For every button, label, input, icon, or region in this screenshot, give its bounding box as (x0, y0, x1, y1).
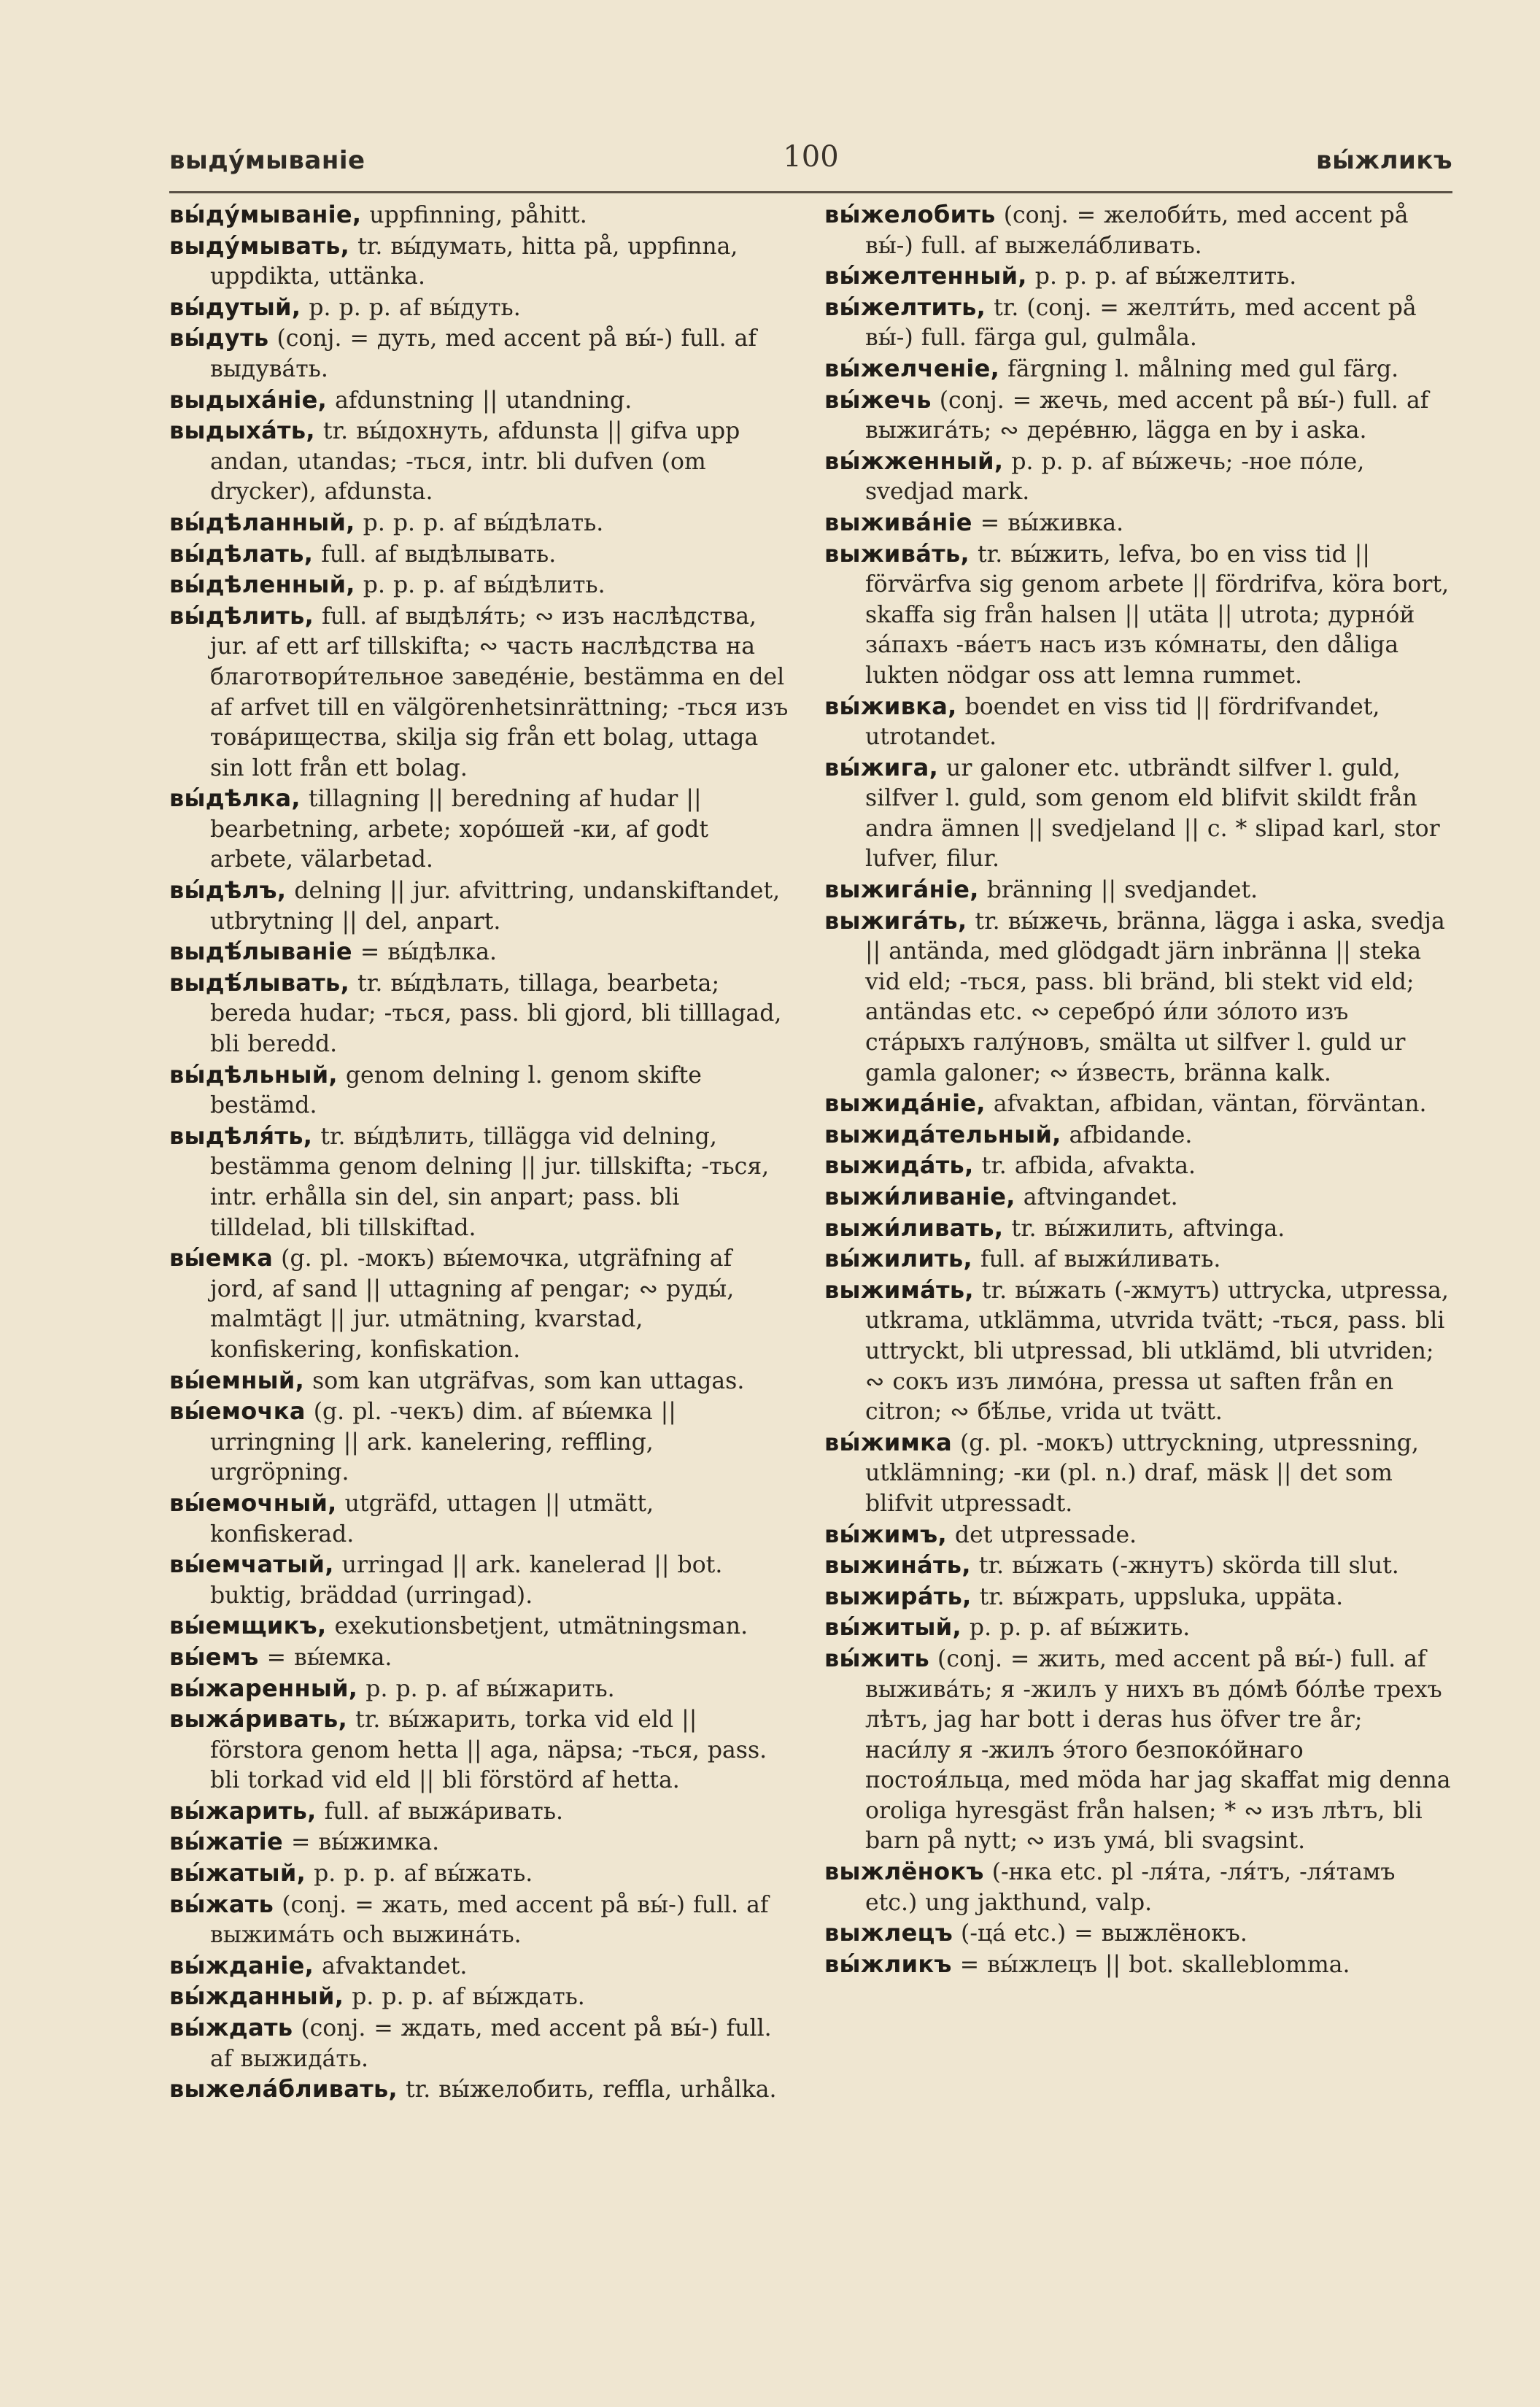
dictionary-entry (169, 1060, 789, 1121)
entry-headword: вы́жатіе (169, 1828, 283, 1856)
entry-headword: выжи́ливаніе, (824, 1183, 1015, 1210)
entry-definition: p. p. p. af вы́дѣлить. (355, 572, 605, 599)
dictionary-entry (169, 937, 789, 968)
dictionary-entry (169, 1121, 789, 1243)
entry-headword: вы́емный, (169, 1366, 305, 1394)
entry-headword: вы́жданный, (169, 1982, 344, 2011)
dictionary-entry (169, 601, 789, 784)
entry-definition: det utpressade. (946, 1521, 1137, 1548)
entry-definition: full. af выдѣлывать. (313, 541, 557, 568)
entry-definition: p. p. p. af вы́жить. (961, 1615, 1191, 1642)
entry-headword: вы́дѣльный, (169, 1060, 338, 1089)
entry-definition: = вы́живка. (972, 509, 1124, 536)
entry-definition: tr. вы́жарить, torka vid eld || förstora genom hetta || aga, näpsa; -ться, pass. bli torkad vid eld || bli förstörd af hetta. (210, 1707, 767, 1794)
dictionary-entry (169, 2013, 789, 2074)
dictionary-entry (169, 968, 789, 1060)
entry-definition: full. af выдѣля́ть; ∾ изъ наслѣдства, jur. af ett arf tillskifta; ∾ часть наслѣдства на благотвори́тельное заведе́ніе, bestämma en del af arfvet till en välgörenhetsinrättning; -ться изъ това́рищества, skilja sig från ett bolag, uttaga sin lott från ett bolag. (210, 603, 789, 781)
entry-headword: выжина́ть, (824, 1551, 971, 1580)
entry-definition: (conj. = желоби́ть, med accent på вы́-) full. af выжела́бливать. (865, 202, 1409, 259)
entry-definition: som kan utgräfvas, som kan uttagas. (304, 1367, 745, 1394)
entry-headword: вы́емчатый, (169, 1550, 334, 1579)
right-column (824, 200, 1453, 1980)
dictionary-entry (824, 1275, 1453, 1428)
entry-headword: вы́дѣлить, (169, 601, 314, 630)
entry-headword: вы́жатый, (169, 1859, 306, 1888)
entry-headword: вы́жилить, (824, 1245, 972, 1273)
entry-definition: boendet en viss tid || fördrifvandet, utrotandet. (865, 693, 1380, 751)
entry-definition: (conj. = жать, med accent på вы́-) full. af выжима́ть och выжина́ть. (210, 1891, 769, 1949)
entry-headword: выдѣ́лывать, (169, 968, 350, 997)
entry-definition: (-ца́ etc.) = выжлёнокъ. (953, 1920, 1247, 1947)
entry-definition: p. p. p. af вы́желтить. (1026, 263, 1297, 290)
entry-definition: afbidande. (1061, 1121, 1193, 1148)
entry-headword: вы́желтить, (824, 293, 986, 321)
entry-definition: (g. pl. -мокъ) вы́емочка, utgräfning af jord, af sand || uttagning af pengar; ∾ руды́, malmtägt || jur. utmätning, kvarstad, konfiskering, konfiskation. (210, 1245, 735, 1363)
dictionary-entry (169, 508, 789, 539)
entry-headword: вы́емка (169, 1244, 274, 1272)
entry-headword: вы́дуть (169, 324, 269, 352)
header-left-guide-word: выду́мываніе (169, 146, 365, 175)
entry-definition: tr. вы́думать, hitta på, uppfinna, uppdikta, uttänka. (210, 233, 738, 290)
entry-headword: выжлёнокъ (824, 1858, 984, 1886)
entry-headword: вы́жженный, (824, 447, 1004, 475)
entry-definition: urringad || ark. kanelerad || bot. buktig, bräddad (urringad). (210, 1552, 723, 1609)
dictionary-entry (824, 261, 1453, 293)
entry-headword: выжима́ть, (824, 1275, 974, 1304)
entry-definition: tr. вы́жрать, uppsluka, uppäta. (971, 1583, 1344, 1610)
entry-definition: tr. вы́дѣлать, tillaga, bearbeta; bereda hudar; -ться, pass. bli gjord, bli tilllagad, bli beredd. (210, 970, 782, 1058)
dictionary-entry (169, 1674, 789, 1705)
dictionary-entry (824, 1520, 1453, 1551)
entry-headword: вы́желтенный, (824, 262, 1027, 290)
entry-definition: uppfinning, påhitt. (361, 202, 587, 228)
dictionary-entry (169, 1982, 789, 2013)
dictionary-entry (169, 1366, 789, 1397)
dictionary-entry (824, 1120, 1453, 1151)
entry-definition: (conj. = жить, med accent på вы́-) full. af выжива́ть; я -жилъ у нихъ въ до́мѣ бо́лѣе трехъ лѣтъ, jag har bott i deras hus öfver tre år; наси́лу я -жилъ э́того безпоко́йнаго постоя́льца, med möda har jag skaffat mig denna oroliga hyresgäst från halsen; * ∾ изъ лѣтъ, bli barn på nytt; ∾ изъ ума́, bli svagsint. (865, 1645, 1451, 1855)
dictionary-entry (169, 200, 789, 231)
dictionary-entry (824, 1213, 1453, 1245)
entry-definition: afvaktan, afbidan, väntan, förväntan. (985, 1091, 1427, 1118)
entry-headword: вы́дутый, (169, 293, 301, 321)
entry-definition: afvaktandet. (314, 1952, 468, 1979)
entry-definition: ur galoner etc. utbrändt silfver l. guld, silfver l. guld, som genom eld blifvit skildt från andra ämnen || svedjeland || c. * slipad karl, stor lufver, filur. (865, 754, 1440, 873)
entry-definition: = вы́дѣлка. (352, 939, 497, 966)
entry-headword: вы́жечь (824, 385, 932, 414)
entry-definition: (g. pl. -чекъ) dim. af вы́емка || urringning || ark. kanelering, reffling, urgröpning. (210, 1399, 676, 1486)
dictionary-entry (824, 1582, 1453, 1613)
entry-definition: utgräfd, uttagen || utmätt, konfiskerad. (210, 1490, 654, 1548)
dictionary-entry (824, 1244, 1453, 1275)
entry-headword: вы́жаренный, (169, 1674, 358, 1702)
entry-definition: genom delning l. genom skifte bestämd. (210, 1062, 702, 1119)
dictionary-entry (169, 1642, 789, 1674)
entry-definition: p. p. p. af вы́дуть. (301, 294, 521, 321)
dictionary-entry (169, 1890, 789, 1951)
dictionary-entry (169, 1951, 789, 1982)
dictionary-entry (169, 1488, 789, 1550)
entry-headword: вы́жить (824, 1644, 930, 1672)
entry-definition: färgning l. målning med gul färg. (999, 355, 1399, 382)
entry-headword: выдыха́ніе, (169, 385, 328, 414)
dictionary-entry (169, 1243, 789, 1365)
entry-headword: вы́житый, (824, 1613, 961, 1642)
entry-definition: afdunstning || utandning. (327, 387, 632, 414)
dictionary-entry (169, 293, 789, 324)
dictionary-entry (169, 323, 789, 385)
entry-headword: вы́желченіе, (824, 354, 1000, 382)
entry-headword: вы́жать (169, 1890, 274, 1918)
entry-definition: p. p. p. af вы́дѣлать. (355, 509, 604, 536)
entry-headword: вы́жликъ (824, 1950, 952, 1978)
entry-headword: выжига́ть, (824, 906, 967, 935)
dictionary-entry (169, 1827, 789, 1858)
entry-definition: tr. вы́жечь, bränna, lägga i aska, svedja || antända, med glödgadt järn inbränna || steka vid eld; -ться, pass. bli bränd, bli stekt vid eld; antändas etc. ∾ серебро́ и́ли зо́лото изъ ста́рыхъ галу́новъ, smälta ut silfver l. guld ur gamla galoner; ∾ и́звесть, bränna kalk. (865, 908, 1445, 1086)
dictionary-entry (169, 876, 789, 937)
entry-headword: вы́дѣленный, (169, 571, 355, 599)
entry-definition: tr. вы́дѣлить, tillägga vid delning, bestämma genom delning || jur. tillskifta; -ться, intr. erhålla sin del, sin anpart; pass. bli tilldelad, bli tillskiftad. (210, 1123, 770, 1241)
dictionary-entry (824, 1151, 1453, 1182)
entry-definition: tr. (conj. = желти́ть, med accent på вы́-) full. färga gul, gulmåla. (865, 294, 1417, 352)
header-right-guide-word: вы́жликъ (1316, 146, 1452, 175)
entry-headword: вы́дѣлка, (169, 784, 301, 813)
entry-headword: выжива́ніе (824, 508, 972, 536)
entry-definition: tr. вы́жать (-жнутъ) skörda till slut. (970, 1553, 1399, 1580)
entry-definition: full. af выжа́ривать. (316, 1798, 564, 1825)
entry-headword: вы́жарить, (169, 1796, 317, 1825)
dictionary-entry (824, 1612, 1453, 1644)
dictionary-entry (169, 570, 789, 601)
entry-definition: bränning || svedjandet. (978, 877, 1258, 904)
dictionary-entry (824, 539, 1453, 692)
entry-headword: вы́дѣлать, (169, 539, 314, 568)
entry-headword: вы́жданіе, (169, 1951, 314, 1979)
entry-headword: вы́жимъ, (824, 1520, 947, 1548)
page-header (169, 136, 1452, 187)
entry-headword: выжида́ніе, (824, 1089, 986, 1118)
entry-definition: exekutionsbetjent, utmätningsman. (326, 1613, 748, 1640)
entry-definition: = вы́емка. (258, 1644, 392, 1671)
entry-definition: = вы́жимка. (282, 1829, 440, 1856)
dictionary-entry (169, 1796, 789, 1828)
dictionary-entry (824, 1950, 1453, 1981)
dictionary-entry (824, 1550, 1453, 1582)
entry-headword: выдыха́ть, (169, 417, 315, 445)
entry-definition: (g. pl. -мокъ) uttryckning, utpressning, utklämning; -ки (pl. n.) draf, mäsk || det som blifvit utpressadt. (865, 1429, 1419, 1517)
dictionary-entry (824, 447, 1453, 508)
dictionary-entry (169, 2074, 789, 2106)
dictionary-entry (169, 1704, 789, 1796)
left-column (169, 200, 789, 2106)
dictionary-entry (169, 385, 789, 417)
entry-headword: выжида́тельный, (824, 1120, 1061, 1148)
entry-headword: выду́мывать, (169, 231, 350, 260)
entry-definition: delning || jur. afvittring, undanskiftandet, utbrytning || del, anpart. (210, 878, 781, 935)
entry-headword: вы́ждать (169, 2014, 293, 2042)
entry-headword: вы́емщикъ, (169, 1612, 327, 1640)
entry-headword: выжира́ть, (824, 1582, 972, 1610)
dictionary-entry (824, 1428, 1453, 1520)
dictionary-entry (824, 354, 1453, 385)
entry-definition: tr. вы́жить, lefva, bo en viss tid || förvärfva sig genom arbete || fördrifva, köra bort, skaffa sig från halsen || utäta || utrota; дурно́й за́пахъ -ва́етъ насъ изъ ко́мнаты, den dåliga lukten nödgar oss att lemna rummet. (865, 541, 1450, 689)
entry-headword: вы́жимка (824, 1428, 953, 1456)
dictionary-entry (824, 200, 1453, 261)
header-rule (169, 191, 1452, 193)
entry-definition: (conj. = ждать, med accent på вы́-) full. af выжида́ть. (210, 2015, 772, 2072)
entry-definition: full. af выжи́ливать. (972, 1246, 1221, 1273)
entry-definition: p. p. p. af вы́жарить. (357, 1675, 615, 1702)
dictionary-entry (824, 692, 1453, 753)
entry-headword: выжига́ніе, (824, 876, 979, 904)
entry-definition: p. p. p. af вы́жать. (306, 1861, 533, 1888)
dictionary-entry (824, 1182, 1453, 1213)
entry-definition: tr. вы́жать (-жмутъ) uttrycka, utpressa, utkrama, utklämma, utvrida tvätt; -ться, pass. bli uttryckt, bli utpressad, bli utklämd, bli utvriden; ∾ сокъ изъ лимо́на, pressa ut saften från en citron; ∾ бѣ́лье, vrida ut tvätt. (865, 1277, 1449, 1426)
entry-definition: tillagning || beredning af hudar || bearbetning, arbete; хоро́шей -ки, af godt arbete, välarbetad. (210, 786, 709, 873)
dictionary-entry (169, 1858, 789, 1890)
entry-definition: = вы́жлецъ || bot. skalleblomma. (951, 1951, 1350, 1978)
dictionary-entry (169, 1396, 789, 1488)
entry-definition: tr. вы́дохнуть, afdunsta || gifva upp andan, utandas; -ться, intr. bli dufven (om drycker), afdunsta. (210, 418, 740, 506)
dictionary-entry (824, 293, 1453, 354)
dictionary-entry (824, 1089, 1453, 1120)
entry-headword: выжида́ть, (824, 1151, 974, 1180)
dictionary-entry (169, 1611, 789, 1642)
dictionary-entry (824, 875, 1453, 906)
dictionary-entry (824, 508, 1453, 539)
dictionary-entry (169, 1550, 789, 1611)
entry-headword: вы́дѣланный, (169, 508, 355, 536)
dictionary-entry (169, 416, 789, 508)
entry-definition: tr. вы́жилить, aftvinga. (1003, 1215, 1285, 1242)
entry-headword: вы́емъ (169, 1642, 259, 1671)
entry-headword: выжи́ливать, (824, 1213, 1004, 1242)
entry-headword: вы́емочный, (169, 1488, 337, 1517)
dictionary-entry (824, 385, 1453, 447)
dictionary-entry (824, 1918, 1453, 1950)
entry-definition: tr. afbida, afvakta. (973, 1153, 1196, 1180)
entry-headword: вы́емочка (169, 1397, 306, 1426)
entry-headword: выжлецъ (824, 1919, 953, 1947)
entry-headword: вы́ду́мываніе, (169, 201, 362, 228)
entry-headword: вы́желобить (824, 201, 996, 228)
dictionary-entry (169, 539, 789, 571)
dictionary-entry (169, 231, 789, 293)
entry-definition: (conj. = дуть, med accent på вы́-) full. af выдува́ть. (210, 325, 757, 382)
entry-headword: вы́дѣлъ, (169, 876, 287, 905)
entry-headword: выжива́ть, (824, 539, 970, 568)
dictionary-entry (824, 1857, 1453, 1918)
entry-definition: p. p. p. af вы́жечь; -ное по́ле, svedjad mark. (865, 448, 1365, 506)
entry-headword: вы́живка, (824, 692, 957, 720)
entry-headword: выжела́бливать, (169, 2075, 398, 2103)
dictionary-entry (824, 906, 1453, 1089)
entry-headword: вы́жига, (824, 753, 939, 781)
dictionary-entry (169, 784, 789, 876)
entry-definition: (conj. = жечь, med accent på вы́-) full. af выжига́ть; ∾ дере́вню, lägga en by i aska. (865, 387, 1429, 444)
entry-definition: tr. вы́желобить, reffla, urhålka. (397, 2076, 777, 2103)
entry-headword: выдѣля́ть, (169, 1121, 313, 1150)
entry-headword: выжа́ривать, (169, 1705, 348, 1734)
entry-definition: aftvingandet. (1015, 1184, 1178, 1210)
dictionary-entry (824, 1644, 1453, 1857)
page-number: 100 (783, 140, 839, 174)
entry-definition: p. p. p. af вы́ждать. (344, 1984, 585, 2011)
entry-headword: выдѣ́лываніе (169, 938, 352, 966)
entry-definition: (-нка etc. pl -ля́та, -ля́тъ, -ля́тамъ etc.) ung jakthund, valp. (865, 1859, 1396, 1916)
dictionary-entry (824, 753, 1453, 875)
